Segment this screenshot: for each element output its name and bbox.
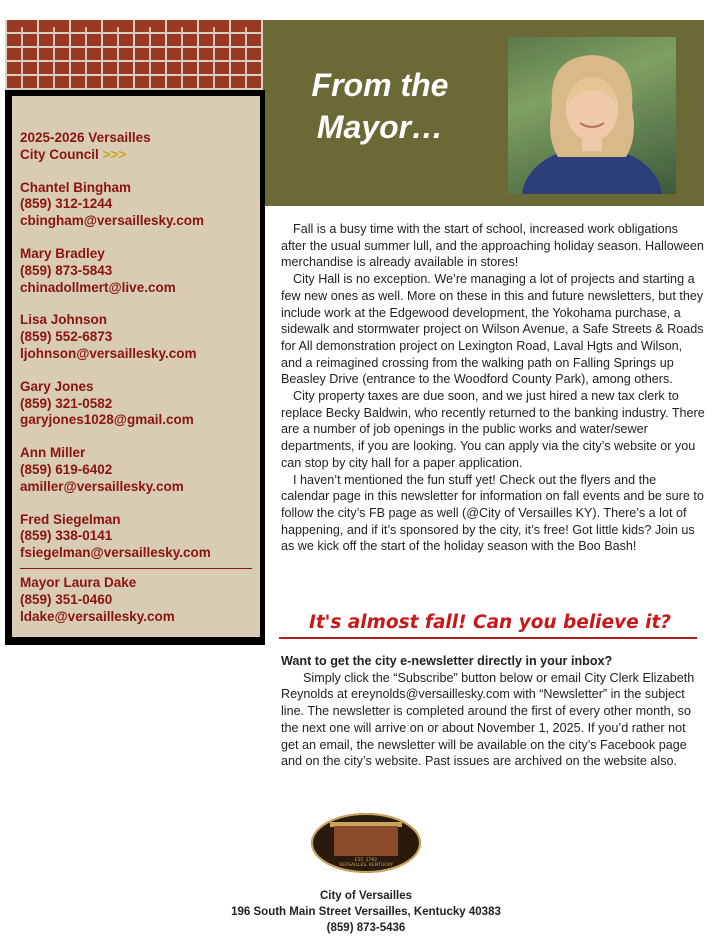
logo-text-line1: EST. 1792	[354, 858, 378, 863]
council-member	[20, 445, 252, 495]
footer-street: 196 South Main Street Versailles, Kentucky 40383	[231, 906, 501, 918]
council-heading-line1: 2025-2026 Versailles	[20, 130, 151, 145]
mayor-photo	[508, 37, 676, 194]
member-phone: (859) 338-0141	[20, 528, 113, 544]
mayor-letter	[281, 221, 705, 555]
member-email[interactable]: fsiegelman@versaillesky.com	[20, 545, 211, 561]
member-name: Fred Siegelman	[20, 511, 121, 527]
council-heading	[20, 130, 252, 164]
member-phone: (859) 552-6873	[20, 329, 113, 345]
mayor-phone: (859) 351-0460	[20, 591, 113, 607]
footer-name: City of Versailles	[319, 890, 413, 902]
logo-text-line2: VERSAILLES, KENTUCKY	[339, 863, 393, 868]
member-name: Lisa Johnson	[20, 312, 108, 328]
banner-title-line2: Mayor…	[316, 109, 444, 145]
council-member	[20, 246, 252, 296]
council-member	[20, 180, 252, 230]
tagline-divider	[279, 637, 697, 639]
member-name: Gary Jones	[20, 378, 94, 394]
city-hall-icon	[334, 826, 398, 856]
member-name: Chantel Bingham	[20, 179, 132, 195]
mayor-contact	[20, 575, 252, 625]
council-member	[20, 512, 252, 562]
member-phone: (859) 619-6402	[20, 461, 113, 477]
newsletter-question: Want to get the city e-newsletter directly in your inbox?	[281, 654, 613, 668]
member-name: Mary Bradley	[20, 245, 105, 261]
council-list	[20, 130, 252, 641]
member-email[interactable]: ljohnson@versaillesky.com	[20, 345, 197, 361]
letter-paragraph: Fall is a busy time with the start of school, increased work obligations after the usual summer lull, and the approaching holiday season. Halloween merchandise is already available in stores!	[281, 222, 704, 270]
council-divider	[20, 568, 252, 569]
newsletter-section	[281, 653, 705, 770]
banner-title	[282, 64, 478, 148]
council-member	[20, 312, 252, 362]
council-heading-line2	[20, 147, 252, 164]
mayor-portrait-icon	[508, 37, 676, 194]
newsletter-body: Simply click the “Subscribe” button below or email City Clerk Elizabeth Reynolds at ereynolds@versaillesky.com with “Newsletter” in the subject line. The newsletter is completed around the first of every other month, so the next one will arrive on or about November 1, 2025. If you’d rather not get an email, the newsletter will be available on the city’s Facebook page and on the city’s website. Past issues are archived on the website also.	[281, 670, 695, 769]
fall-tagline: It's almost fall! Can you believe it?	[308, 612, 672, 633]
mayor-email[interactable]: ldake@versaillesky.com	[20, 608, 175, 624]
member-email[interactable]: cbingham@versaillesky.com	[20, 213, 204, 229]
arrow-icon: >>>	[102, 146, 127, 162]
mayor-name: Mayor Laura Dake	[20, 574, 137, 590]
member-email[interactable]: chinadollmert@live.com	[20, 279, 176, 295]
member-email[interactable]: amiller@versaillesky.com	[20, 478, 184, 494]
banner-title-line1: From the	[311, 67, 449, 103]
letter-paragraph: City Hall is no exception. We’re managing a lot of projects and starting a few new ones as well. More on these in this and future newsletters, but they include work at the Edgewood development, the Yokohama purchase, a sidewalk and stormwater project on Wilson Avenue, a Safe Streets & Roads for All demonstration project on Lexington Road, Laval Hgts and Wilson, and a reimagined crossing from the walking path on Falling Springs up Beasley Drive (entrance to the Woodford County Park), among others.	[281, 272, 704, 387]
footer-phone: (859) 873-5436	[326, 922, 406, 934]
logo-text	[320, 858, 412, 868]
letter-paragraph: City property taxes are due soon, and we just hired a new tax clerk to replace Becky Baldwin, who recently returned to the banking industry. There are a number of job openings in the public works and water/sewer departments, if you are looking. You can apply via the city’s website or you can stop by city hall for a paper application.	[281, 389, 705, 470]
letter-paragraph: I haven’t mentioned the fun stuff yet! Check out the flyers and the calendar page in this newsletter for information on fall events and be sure to follow the city’s FB page as well (@City of Versailles KY). There’s a lot of happening, and if it’s sponsored by the city, it’s free! Got little kids? Join us as we kick off the start of the holiday season with the Boo Bash!	[281, 472, 704, 554]
brick-wall-offset	[5, 27, 265, 92]
footer-address	[180, 888, 552, 936]
member-phone: (859) 312-1244	[20, 196, 113, 212]
member-name: Ann Miller	[20, 445, 86, 461]
member-email[interactable]: garyjones1028@gmail.com	[20, 412, 194, 428]
member-phone: (859) 873-5843	[20, 262, 113, 278]
council-member	[20, 379, 252, 429]
member-phone: (859) 321-0582	[20, 395, 113, 411]
council-heading-text: City Council	[20, 146, 99, 162]
